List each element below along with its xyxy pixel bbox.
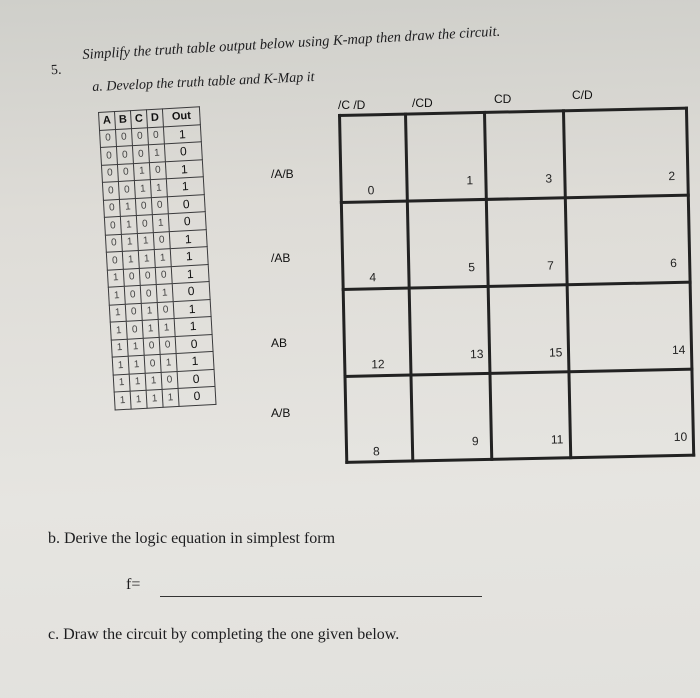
truth-table-cell: 0: [153, 231, 170, 249]
truth-table-cell: 1: [128, 355, 145, 373]
kmap-cell-index: 15: [548, 345, 563, 360]
kmap-cell-index: 7: [547, 258, 555, 273]
kmap-row-label: AB: [271, 336, 288, 350]
truth-table-cell: 1: [119, 198, 136, 216]
truth-table-cell: 0: [136, 215, 153, 233]
truth-table-cell: 1: [113, 374, 130, 392]
truth-table-cell: 1: [158, 319, 175, 337]
kmap-cell-index: 3: [545, 171, 553, 186]
truth-table-out-cell: 1: [165, 159, 203, 179]
truth-table-cell: 0: [100, 147, 117, 165]
truth-table-out-cell: 0: [168, 212, 206, 232]
truth-table-cell: 0: [157, 301, 174, 319]
truth-table-cell: 0: [117, 163, 134, 181]
truth-table-cell: 1: [142, 319, 159, 337]
truth-table-out-cell: 1: [173, 299, 211, 319]
kmap-cell-index: 8: [372, 444, 380, 459]
truth-table-out-cell: 1: [170, 247, 208, 267]
kmap-cell-index: 9: [471, 434, 479, 449]
truth-table-cell: 1: [148, 144, 165, 162]
kmap-col-label: CD: [494, 92, 512, 106]
truth-table-out-cell: 0: [164, 142, 202, 162]
truth-table-cell: 1: [162, 388, 179, 406]
truth-table-cell: 0: [125, 303, 142, 321]
truth-table-cell: 0: [106, 251, 123, 269]
kmap-col-label: /C /D: [338, 98, 366, 112]
truth-table-cell: 1: [141, 302, 158, 320]
truth-table-cell: 0: [149, 161, 166, 179]
truth-table-cell: 1: [138, 250, 155, 268]
truth-table-cell: 1: [109, 304, 126, 322]
truth-table-cell: 1: [112, 356, 129, 374]
truth-table-out-cell: 0: [172, 282, 210, 302]
header-out: Out: [162, 107, 200, 127]
truth-table-cell: 1: [156, 284, 173, 302]
question-number: 5.: [50, 62, 62, 79]
truth-table-cell: 0: [123, 268, 140, 286]
truth-table-cell: 1: [120, 216, 137, 234]
question-title: Simplify the truth table output below using K-map then draw the circuit.: [82, 23, 501, 63]
truth-table-cell: 0: [124, 285, 141, 303]
truth-table-cell: 0: [143, 337, 160, 355]
kmap-row-label: /AB: [271, 251, 291, 265]
kmap-cell-index: 13: [469, 347, 484, 362]
truth-table-out-cell: 0: [178, 386, 216, 406]
truth-table-out-cell: 1: [176, 351, 214, 371]
truth-table-cell: 1: [145, 372, 162, 390]
kmap-row-label: /A/B: [271, 167, 294, 181]
kmap-row-label: A/B: [271, 406, 291, 420]
truth-table-out-cell: 1: [166, 177, 204, 197]
truth-table-cell: 0: [116, 146, 133, 164]
truth-table-cell: 1: [130, 390, 147, 408]
truth-table-cell: 0: [135, 197, 152, 215]
part-c-text: c. Draw the circuit by completing the one given below.: [48, 626, 400, 643]
truth-table-cell: 0: [151, 196, 168, 214]
truth-table-cell: 1: [146, 389, 163, 407]
truth-table-cell: 0: [102, 181, 119, 199]
kmap-cell-index: 1: [466, 173, 474, 188]
truth-table-cell: 1: [129, 373, 146, 391]
truth-table-cell: 1: [107, 269, 124, 287]
truth-table-cell: 1: [127, 338, 144, 356]
truth-table-cell: 0: [161, 371, 178, 389]
header-c: C: [130, 110, 147, 128]
truth-table-out-cell: 1: [163, 124, 201, 144]
truth-table-cell: 0: [103, 199, 120, 217]
truth-table-cell: 1: [110, 321, 127, 339]
truth-table-cell: 0: [159, 336, 176, 354]
kmap-cell-index: 11: [550, 432, 564, 447]
truth-table-out-cell: 1: [174, 317, 212, 337]
truth-table-cell: 0: [140, 285, 157, 303]
truth-table-cell: 1: [160, 354, 177, 372]
truth-table-out-cell: 0: [175, 334, 213, 354]
truth-table-cell: 0: [118, 181, 135, 199]
header-b: B: [115, 111, 132, 129]
kmap-cell-index: 6: [670, 255, 678, 271]
part-b-text: b. Derive the logic equation in simplest form: [48, 530, 336, 547]
truth-table-out-cell: 0: [177, 369, 215, 389]
kmap-grid: [338, 107, 695, 464]
header-a: A: [99, 112, 116, 130]
truth-table-cell: 0: [105, 234, 122, 252]
truth-table-out-cell: 1: [169, 229, 207, 249]
truth-table-cell: 0: [126, 320, 143, 338]
truth-table-cell: 0: [132, 145, 149, 163]
truth-table-cell: 1: [111, 339, 128, 357]
truth-table-cell: 0: [104, 216, 121, 234]
kmap-cell-index: 12: [371, 357, 385, 372]
truth-table-cell: 1: [133, 162, 150, 180]
truth-table-cell: 1: [121, 233, 138, 251]
kmap-cell-index: 5: [468, 260, 476, 275]
part-a-text: a. Develop the truth table and K-Map it: [92, 69, 315, 95]
kmap-cell-index: 0: [367, 183, 375, 198]
kmap-cell-index: 10: [673, 429, 688, 445]
truth-table-cell: 1: [154, 249, 171, 267]
answer-line[interactable]: [160, 596, 482, 597]
truth-table: [98, 106, 217, 410]
truth-table-cell: 1: [137, 232, 154, 250]
truth-table-cell: 1: [134, 180, 151, 198]
f-label: f=: [126, 576, 141, 593]
truth-table-cell: 1: [150, 179, 167, 197]
truth-table-cell: 1: [108, 286, 125, 304]
truth-table-cell: 0: [144, 354, 161, 372]
kmap-cell-index: 2: [668, 168, 676, 184]
truth-table-cell: 0: [101, 164, 118, 182]
truth-table-cell: 1: [114, 391, 131, 409]
header-d: D: [146, 109, 163, 127]
truth-table-cell: 0: [100, 129, 117, 147]
truth-table-cell: 0: [147, 126, 164, 144]
truth-table-cell: 0: [139, 267, 156, 285]
kmap-cell-index: 14: [671, 342, 686, 358]
truth-table-cell: 1: [122, 250, 139, 268]
kmap-cell-index: 4: [369, 270, 377, 285]
truth-table-cell: 0: [131, 127, 148, 145]
truth-table-out-cell: 1: [171, 264, 209, 284]
kmap-col-label: /CD: [412, 96, 433, 110]
truth-table-cell: 0: [155, 266, 172, 284]
truth-table-cell: 0: [115, 128, 132, 146]
truth-table-out-cell: 0: [167, 194, 205, 214]
truth-table-cell: 1: [152, 214, 169, 232]
kmap-col-label: C/D: [572, 88, 593, 102]
